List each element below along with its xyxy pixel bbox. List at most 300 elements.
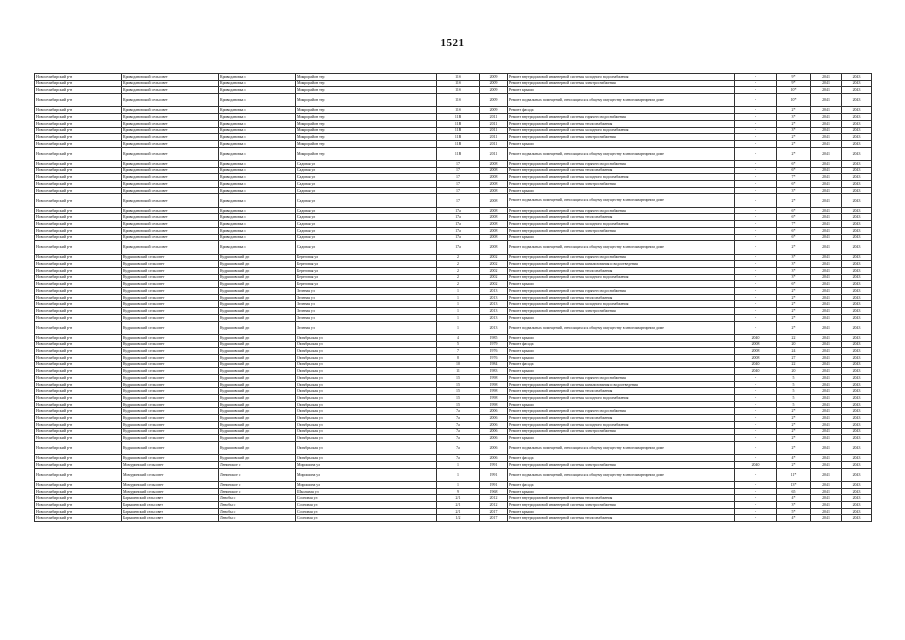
cell-settlement-council: Криводановский сельсовет bbox=[122, 187, 219, 194]
cell-last-repair-year: - bbox=[735, 241, 777, 254]
cell-settlement-council: Барышевский сельсовет bbox=[122, 508, 219, 515]
cell-work-type: Ремонт фасада bbox=[508, 361, 735, 368]
cell-wear-percent: 22 bbox=[777, 334, 811, 341]
cell-settlement-council: Барышевский сельсовет bbox=[122, 515, 219, 522]
cell-house-number: 1 bbox=[437, 308, 480, 315]
table-row bbox=[35, 435, 872, 442]
cell-build-year: 2008 bbox=[480, 227, 508, 234]
cell-street: Зеленая ул bbox=[296, 308, 437, 315]
cell-house-number: 7а bbox=[437, 408, 480, 415]
cell-district: Новоселибирский р-н bbox=[35, 187, 122, 194]
cell-street: Микрорайон тер bbox=[296, 147, 437, 160]
table-row bbox=[35, 174, 872, 181]
cell-settlement-council: Кудряшовский сельсовет bbox=[122, 354, 219, 361]
cell-last-repair-year: - bbox=[735, 261, 777, 268]
cell-district: Новоселибирский р-н bbox=[35, 274, 122, 281]
cell-build-year: 2013 bbox=[480, 314, 508, 321]
cell-start-year: 2041 bbox=[811, 508, 842, 515]
cell-work-type: Ремонт внутридомовой инженерной системы электроснабжения bbox=[508, 134, 735, 141]
cell-wear-percent: 2* bbox=[777, 241, 811, 254]
cell-work-type: Ремонт внутридомовой инженерной системы горячего водоснабжения bbox=[508, 408, 735, 415]
cell-start-year: 2041 bbox=[811, 214, 842, 221]
cell-last-repair-year: - bbox=[735, 174, 777, 181]
cell-last-repair-year: - bbox=[735, 301, 777, 308]
cell-work-type: Ремонт внутридомовой инженерной системы холодного водоснабжения bbox=[508, 127, 735, 134]
cell-work-type: Ремонт крыши bbox=[508, 334, 735, 341]
cell-locality: Кудряшовский дп bbox=[219, 368, 296, 375]
cell-last-repair-year: - bbox=[735, 495, 777, 502]
cell-street: Микрорайон тер bbox=[296, 140, 437, 147]
cell-house-number: 7а bbox=[437, 428, 480, 435]
cell-wear-percent: 3* bbox=[777, 127, 811, 134]
cell-start-year: 2041 bbox=[811, 388, 842, 395]
cell-work-type: Ремонт внутридомовой инженерной системы теплоснабжения bbox=[508, 495, 735, 502]
cell-locality: Кудряшовский дп bbox=[219, 381, 296, 388]
cell-wear-percent: 6* bbox=[777, 234, 811, 241]
cell-end-year: 2043 bbox=[842, 421, 872, 428]
cell-last-repair-year: - bbox=[735, 435, 777, 442]
table-row bbox=[35, 428, 872, 435]
cell-last-repair-year: - bbox=[735, 107, 777, 114]
cell-street: Микрорайон тер bbox=[296, 74, 437, 81]
cell-house-number: 17 bbox=[437, 160, 480, 167]
cell-house-number: 1 bbox=[437, 288, 480, 295]
cell-locality: Криводановка с bbox=[219, 167, 296, 174]
table-row bbox=[35, 288, 872, 295]
cell-wear-percent: 9* bbox=[777, 80, 811, 87]
cell-house-number: 17а bbox=[437, 207, 480, 214]
table-row bbox=[35, 375, 872, 382]
cell-house-number: 1 bbox=[437, 482, 480, 489]
cell-last-repair-year: - bbox=[735, 114, 777, 121]
cell-build-year: 1976 bbox=[480, 348, 508, 355]
cell-end-year: 2043 bbox=[842, 234, 872, 241]
cell-locality: Кудряшовский дп bbox=[219, 421, 296, 428]
cell-locality: Кудряшовский дп bbox=[219, 401, 296, 408]
cell-work-type: Ремонт внутридомовой инженерной системы горячего водоснабжения bbox=[508, 288, 735, 295]
cell-house-number: 15 bbox=[437, 388, 480, 395]
cell-house-number: 17 bbox=[437, 181, 480, 188]
cell-start-year: 2041 bbox=[811, 334, 842, 341]
cell-build-year: 2008 bbox=[480, 187, 508, 194]
cell-end-year: 2043 bbox=[842, 94, 872, 107]
cell-last-repair-year: - bbox=[735, 401, 777, 408]
cell-last-repair-year: - bbox=[735, 234, 777, 241]
cell-wear-percent: 2* bbox=[777, 435, 811, 442]
cell-district: Новоселибирский р-н bbox=[35, 308, 122, 315]
table-row bbox=[35, 221, 872, 228]
cell-build-year: 2008 bbox=[480, 174, 508, 181]
cell-settlement-council: Мичуринский сельсовет bbox=[122, 461, 219, 468]
cell-house-number: 11б bbox=[437, 74, 480, 81]
table-row bbox=[35, 94, 872, 107]
cell-settlement-council: Мичуринский сельсовет bbox=[122, 468, 219, 481]
cell-house-number: 7а bbox=[437, 421, 480, 428]
cell-end-year: 2043 bbox=[842, 515, 872, 522]
cell-locality: Кудряшовский дп bbox=[219, 455, 296, 462]
cell-start-year: 2041 bbox=[811, 401, 842, 408]
cell-wear-percent: 3* bbox=[777, 261, 811, 268]
cell-end-year: 2043 bbox=[842, 288, 872, 295]
cell-locality: Кудряшовский дп bbox=[219, 261, 296, 268]
cell-build-year: 2008 bbox=[480, 221, 508, 228]
cell-locality: Криводановка с bbox=[219, 221, 296, 228]
cell-work-type: Ремонт внутридомовой инженерной системы горячего водоснабжения bbox=[508, 254, 735, 261]
cell-district: Новоселибирский р-н bbox=[35, 301, 122, 308]
cell-build-year: 1991 bbox=[480, 461, 508, 468]
cell-start-year: 2041 bbox=[811, 288, 842, 295]
cell-build-year: 2012 bbox=[480, 495, 508, 502]
cell-district: Новоселибирский р-н bbox=[35, 508, 122, 515]
cell-settlement-council: Кудряшовский сельсовет bbox=[122, 455, 219, 462]
table-row bbox=[35, 160, 872, 167]
cell-wear-percent: 5 bbox=[777, 395, 811, 402]
cell-street: Октябрьская ул bbox=[296, 435, 437, 442]
cell-district: Новоселибирский р-н bbox=[35, 381, 122, 388]
cell-last-repair-year: 2040 bbox=[735, 361, 777, 368]
cell-build-year: 2009 bbox=[480, 94, 508, 107]
cell-build-year: 2002 bbox=[480, 274, 508, 281]
cell-wear-percent: 3* bbox=[777, 274, 811, 281]
cell-locality: Ленинское с bbox=[219, 461, 296, 468]
cell-build-year: 2008 bbox=[480, 194, 508, 207]
cell-wear-percent: 6* bbox=[777, 227, 811, 234]
table-row bbox=[35, 254, 872, 261]
cell-wear-percent: 5 bbox=[777, 375, 811, 382]
cell-last-repair-year: - bbox=[735, 415, 777, 422]
cell-street: Микрорайон тер bbox=[296, 107, 437, 114]
cell-last-repair-year: - bbox=[735, 140, 777, 147]
cell-build-year: 2008 bbox=[480, 241, 508, 254]
cell-start-year: 2041 bbox=[811, 354, 842, 361]
cell-start-year: 2041 bbox=[811, 181, 842, 188]
cell-wear-percent: 2* bbox=[777, 314, 811, 321]
cell-end-year: 2043 bbox=[842, 160, 872, 167]
cell-end-year: 2043 bbox=[842, 87, 872, 94]
cell-wear-percent: 6* bbox=[777, 207, 811, 214]
cell-last-repair-year: - bbox=[735, 421, 777, 428]
cell-street: Зеленая ул bbox=[296, 294, 437, 301]
cell-work-type: Ремонт внутридомовой инженерной системы теплоснабжения bbox=[508, 415, 735, 422]
cell-build-year: 2008 bbox=[480, 234, 508, 241]
cell-locality: Кудряшовский дп bbox=[219, 268, 296, 275]
cell-end-year: 2043 bbox=[842, 254, 872, 261]
table-row bbox=[35, 268, 872, 275]
cell-house-number: 11В bbox=[437, 134, 480, 141]
cell-start-year: 2041 bbox=[811, 482, 842, 489]
cell-street: Садовая ул bbox=[296, 227, 437, 234]
cell-wear-percent: 10* bbox=[777, 94, 811, 107]
cell-locality: Кудряшовский дп bbox=[219, 288, 296, 295]
cell-settlement-council: Криводановский сельсовет bbox=[122, 181, 219, 188]
cell-district: Новоселибирский р-н bbox=[35, 147, 122, 160]
cell-end-year: 2043 bbox=[842, 214, 872, 221]
cell-start-year: 2041 bbox=[811, 368, 842, 375]
cell-work-type: Ремонт внутридомовой инженерной системы электроснабжения bbox=[508, 461, 735, 468]
cell-start-year: 2041 bbox=[811, 194, 842, 207]
cell-end-year: 2043 bbox=[842, 508, 872, 515]
cell-last-repair-year: - bbox=[735, 221, 777, 228]
cell-last-repair-year: 2008 bbox=[735, 354, 777, 361]
cell-start-year: 2041 bbox=[811, 80, 842, 87]
cell-house-number: 17а bbox=[437, 221, 480, 228]
cell-start-year: 2041 bbox=[811, 361, 842, 368]
cell-wear-percent: 4* bbox=[777, 515, 811, 522]
cell-locality: Кудряшовский дп bbox=[219, 321, 296, 334]
cell-settlement-council: Криводановский сельсовет bbox=[122, 207, 219, 214]
cell-locality: Криводановка с bbox=[219, 134, 296, 141]
cell-work-type: Ремонт фасада bbox=[508, 482, 735, 489]
cell-work-type: Ремонт крыши bbox=[508, 368, 735, 375]
cell-settlement-council: Барышевский сельсовет bbox=[122, 495, 219, 502]
table-row bbox=[35, 87, 872, 94]
cell-last-repair-year: - bbox=[735, 395, 777, 402]
cell-locality: Левобы с bbox=[219, 495, 296, 502]
cell-end-year: 2043 bbox=[842, 227, 872, 234]
cell-end-year: 2043 bbox=[842, 127, 872, 134]
cell-last-repair-year: - bbox=[735, 134, 777, 141]
cell-wear-percent: 20 bbox=[777, 341, 811, 348]
cell-start-year: 2041 bbox=[811, 468, 842, 481]
cell-work-type: Ремонт внутридомовой инженерной системы теплоснабжения bbox=[508, 268, 735, 275]
cell-wear-percent: 2* bbox=[777, 134, 811, 141]
cell-house-number: 10 bbox=[437, 361, 480, 368]
cell-house-number: 2 bbox=[437, 254, 480, 261]
cell-wear-percent: 3* bbox=[777, 268, 811, 275]
cell-settlement-council: Кудряшовский сельсовет bbox=[122, 441, 219, 454]
cell-last-repair-year: - bbox=[735, 181, 777, 188]
cell-start-year: 2041 bbox=[811, 187, 842, 194]
cell-build-year: 1991 bbox=[480, 482, 508, 489]
cell-district: Новоселибирский р-н bbox=[35, 482, 122, 489]
cell-house-number: 1 bbox=[437, 314, 480, 321]
cell-work-type: Ремонт внутридомовой инженерной системы горячего водоснабжения bbox=[508, 207, 735, 214]
cell-locality: Кудряшовский дп bbox=[219, 354, 296, 361]
cell-start-year: 2041 bbox=[811, 408, 842, 415]
table-row bbox=[35, 140, 872, 147]
cell-district: Новоселибирский р-н bbox=[35, 461, 122, 468]
cell-end-year: 2043 bbox=[842, 181, 872, 188]
table-row bbox=[35, 381, 872, 388]
cell-district: Новоселибирский р-н bbox=[35, 80, 122, 87]
table-row bbox=[35, 354, 872, 361]
cell-district: Новоселибирский р-н bbox=[35, 515, 122, 522]
cell-end-year: 2043 bbox=[842, 435, 872, 442]
cell-build-year: 2008 bbox=[480, 207, 508, 214]
cell-last-repair-year: - bbox=[735, 408, 777, 415]
cell-house-number: 1 bbox=[437, 294, 480, 301]
cell-house-number: 15 bbox=[437, 381, 480, 388]
cell-locality: Криводановка с bbox=[219, 181, 296, 188]
cell-locality: Кудряшовский дп bbox=[219, 435, 296, 442]
cell-end-year: 2043 bbox=[842, 381, 872, 388]
cell-last-repair-year: - bbox=[735, 127, 777, 134]
cell-street: Октябрьская ул bbox=[296, 415, 437, 422]
cell-settlement-council: Кудряшовский сельсовет bbox=[122, 415, 219, 422]
cell-district: Новоселибирский р-н bbox=[35, 401, 122, 408]
cell-wear-percent: 2* bbox=[777, 140, 811, 147]
cell-work-type: Ремонт внутридомовой инженерной системы электроснабжения bbox=[508, 80, 735, 87]
cell-start-year: 2041 bbox=[811, 254, 842, 261]
cell-locality: Кудряшовский дп bbox=[219, 395, 296, 402]
cell-locality: Криводановка с bbox=[219, 140, 296, 147]
cell-work-type: Ремонт крыши bbox=[508, 435, 735, 442]
cell-street: Октябрьская ул bbox=[296, 401, 437, 408]
cell-district: Новоселибирский р-н bbox=[35, 468, 122, 481]
cell-start-year: 2041 bbox=[811, 495, 842, 502]
cell-wear-percent: 2* bbox=[777, 461, 811, 468]
cell-settlement-council: Кудряшовский сельсовет bbox=[122, 361, 219, 368]
cell-district: Новоселибирский р-н bbox=[35, 268, 122, 275]
cell-locality: Криводановка с bbox=[219, 80, 296, 87]
cell-locality: Кудряшовский дп bbox=[219, 441, 296, 454]
cell-work-type: Ремонт подвальных помещений, относящихся к общему имуществу в многоквартирном доме bbox=[508, 94, 735, 107]
cell-end-year: 2043 bbox=[842, 314, 872, 321]
cell-locality: Криводановка с bbox=[219, 214, 296, 221]
table-row bbox=[35, 515, 872, 522]
cell-work-type: Ремонт крыши bbox=[508, 187, 735, 194]
cell-settlement-council: Криводановский сельсовет bbox=[122, 114, 219, 121]
cell-wear-percent: 10* bbox=[777, 87, 811, 94]
cell-wear-percent: 5* bbox=[777, 508, 811, 515]
cell-start-year: 2041 bbox=[811, 167, 842, 174]
cell-district: Новоселибирский р-н bbox=[35, 107, 122, 114]
cell-build-year: 1979 bbox=[480, 341, 508, 348]
cell-house-number: 15 bbox=[437, 375, 480, 382]
cell-last-repair-year: - bbox=[735, 288, 777, 295]
cell-wear-percent: 27 bbox=[777, 354, 811, 361]
cell-settlement-council: Криводановский сельсовет bbox=[122, 147, 219, 160]
cell-end-year: 2043 bbox=[842, 140, 872, 147]
table-row bbox=[35, 281, 872, 288]
cell-wear-percent: 65 bbox=[777, 488, 811, 495]
cell-work-type: Ремонт подвальных помещений, относящихся к общему имуществу в многоквартирном доме bbox=[508, 194, 735, 207]
cell-street: Октябрьская ул bbox=[296, 428, 437, 435]
cell-wear-percent: 2* bbox=[777, 408, 811, 415]
cell-work-type: Ремонт крыши bbox=[508, 508, 735, 515]
cell-wear-percent: 22 bbox=[777, 361, 811, 368]
cell-district: Новоселибирский р-н bbox=[35, 314, 122, 321]
cell-start-year: 2041 bbox=[811, 120, 842, 127]
cell-house-number: 17 bbox=[437, 174, 480, 181]
cell-build-year: 2008 bbox=[480, 214, 508, 221]
table-row bbox=[35, 227, 872, 234]
cell-start-year: 2041 bbox=[811, 441, 842, 454]
cell-district: Новоселибирский р-н bbox=[35, 288, 122, 295]
cell-settlement-council: Криводановский сельсовет bbox=[122, 160, 219, 167]
cell-end-year: 2043 bbox=[842, 495, 872, 502]
cell-district: Новоселибирский р-н bbox=[35, 354, 122, 361]
cell-district: Новоселибирский р-н bbox=[35, 114, 122, 121]
cell-work-type: Ремонт крыши bbox=[508, 140, 735, 147]
cell-last-repair-year: - bbox=[735, 308, 777, 315]
cell-last-repair-year: - bbox=[735, 388, 777, 395]
cell-end-year: 2043 bbox=[842, 348, 872, 355]
cell-locality: Кудряшовский дп bbox=[219, 294, 296, 301]
cell-start-year: 2041 bbox=[811, 268, 842, 275]
cell-settlement-council: Криводановский сельсовет bbox=[122, 214, 219, 221]
cell-start-year: 2041 bbox=[811, 348, 842, 355]
cell-start-year: 2041 bbox=[811, 107, 842, 114]
cell-build-year: 2006 bbox=[480, 408, 508, 415]
cell-start-year: 2041 bbox=[811, 435, 842, 442]
cell-street: Береговая ул bbox=[296, 268, 437, 275]
cell-start-year: 2041 bbox=[811, 87, 842, 94]
cell-wear-percent: 2* bbox=[777, 194, 811, 207]
cell-district: Новоселибирский р-н bbox=[35, 234, 122, 241]
cell-work-type: Ремонт внутридомовой инженерной системы теплоснабжения bbox=[508, 515, 735, 522]
cell-house-number: 1 bbox=[437, 461, 480, 468]
cell-locality: Кудряшовский дп bbox=[219, 254, 296, 261]
table-row bbox=[35, 421, 872, 428]
cell-district: Новоселибирский р-н bbox=[35, 502, 122, 509]
cell-district: Новоселибирский р-н bbox=[35, 194, 122, 207]
cell-end-year: 2043 bbox=[842, 488, 872, 495]
cell-wear-percent: 20 bbox=[777, 368, 811, 375]
cell-locality: Левобы с bbox=[219, 502, 296, 509]
cell-locality: Кудряшовский дп bbox=[219, 274, 296, 281]
cell-build-year: 1985 bbox=[480, 334, 508, 341]
cell-work-type: Ремонт внутридомовой инженерной системы теплоснабжения bbox=[508, 120, 735, 127]
cell-district: Новоселибирский р-н bbox=[35, 455, 122, 462]
cell-settlement-council: Криводановский сельсовет bbox=[122, 127, 219, 134]
cell-last-repair-year: - bbox=[735, 468, 777, 481]
cell-start-year: 2041 bbox=[811, 421, 842, 428]
cell-settlement-council: Криводановский сельсовет bbox=[122, 227, 219, 234]
cell-end-year: 2043 bbox=[842, 341, 872, 348]
cell-start-year: 2041 bbox=[811, 415, 842, 422]
table-row bbox=[35, 341, 872, 348]
cell-locality: Криводановка с bbox=[219, 160, 296, 167]
cell-street: Садовая ул bbox=[296, 187, 437, 194]
cell-district: Новоселибирский р-н bbox=[35, 388, 122, 395]
table-row bbox=[35, 120, 872, 127]
cell-settlement-council: Кудряшовский сельсовет bbox=[122, 341, 219, 348]
cell-wear-percent: 7* bbox=[777, 174, 811, 181]
cell-last-repair-year: 2008 bbox=[735, 341, 777, 348]
cell-street: Сосновая ул bbox=[296, 508, 437, 515]
cell-wear-percent: 6* bbox=[777, 281, 811, 288]
cell-settlement-council: Криводановский сельсовет bbox=[122, 174, 219, 181]
table-row bbox=[35, 408, 872, 415]
cell-build-year: 1998 bbox=[480, 381, 508, 388]
cell-locality: Криводановка с bbox=[219, 147, 296, 160]
table-row bbox=[35, 194, 872, 207]
cell-work-type: Ремонт внутридомовой инженерной системы теплоснабжения bbox=[508, 294, 735, 301]
cell-settlement-council: Криводановский сельсовет bbox=[122, 94, 219, 107]
cell-locality: Криводановка с bbox=[219, 74, 296, 81]
table-row bbox=[35, 80, 872, 87]
cell-street: Октябрьская ул bbox=[296, 334, 437, 341]
cell-last-repair-year: - bbox=[735, 160, 777, 167]
cell-street: Садовая ул bbox=[296, 160, 437, 167]
cell-district: Новоселибирский р-н bbox=[35, 281, 122, 288]
cell-wear-percent: 6* bbox=[777, 160, 811, 167]
cell-locality: Кудряшовский дп bbox=[219, 301, 296, 308]
cell-build-year: 1991 bbox=[480, 468, 508, 481]
cell-district: Новоселибирский р-н bbox=[35, 321, 122, 334]
cell-start-year: 2041 bbox=[811, 114, 842, 121]
cell-settlement-council: Кудряшовский сельсовет bbox=[122, 334, 219, 341]
cell-locality: Кудряшовский дп bbox=[219, 388, 296, 395]
cell-locality: Ленинское с bbox=[219, 482, 296, 489]
table-row bbox=[35, 455, 872, 462]
cell-build-year: 2009 bbox=[480, 74, 508, 81]
cell-street: Мирошина ул bbox=[296, 482, 437, 489]
cell-settlement-council: Кудряшовский сельсовет bbox=[122, 288, 219, 295]
cell-build-year: 1998 bbox=[480, 375, 508, 382]
cell-start-year: 2041 bbox=[811, 127, 842, 134]
